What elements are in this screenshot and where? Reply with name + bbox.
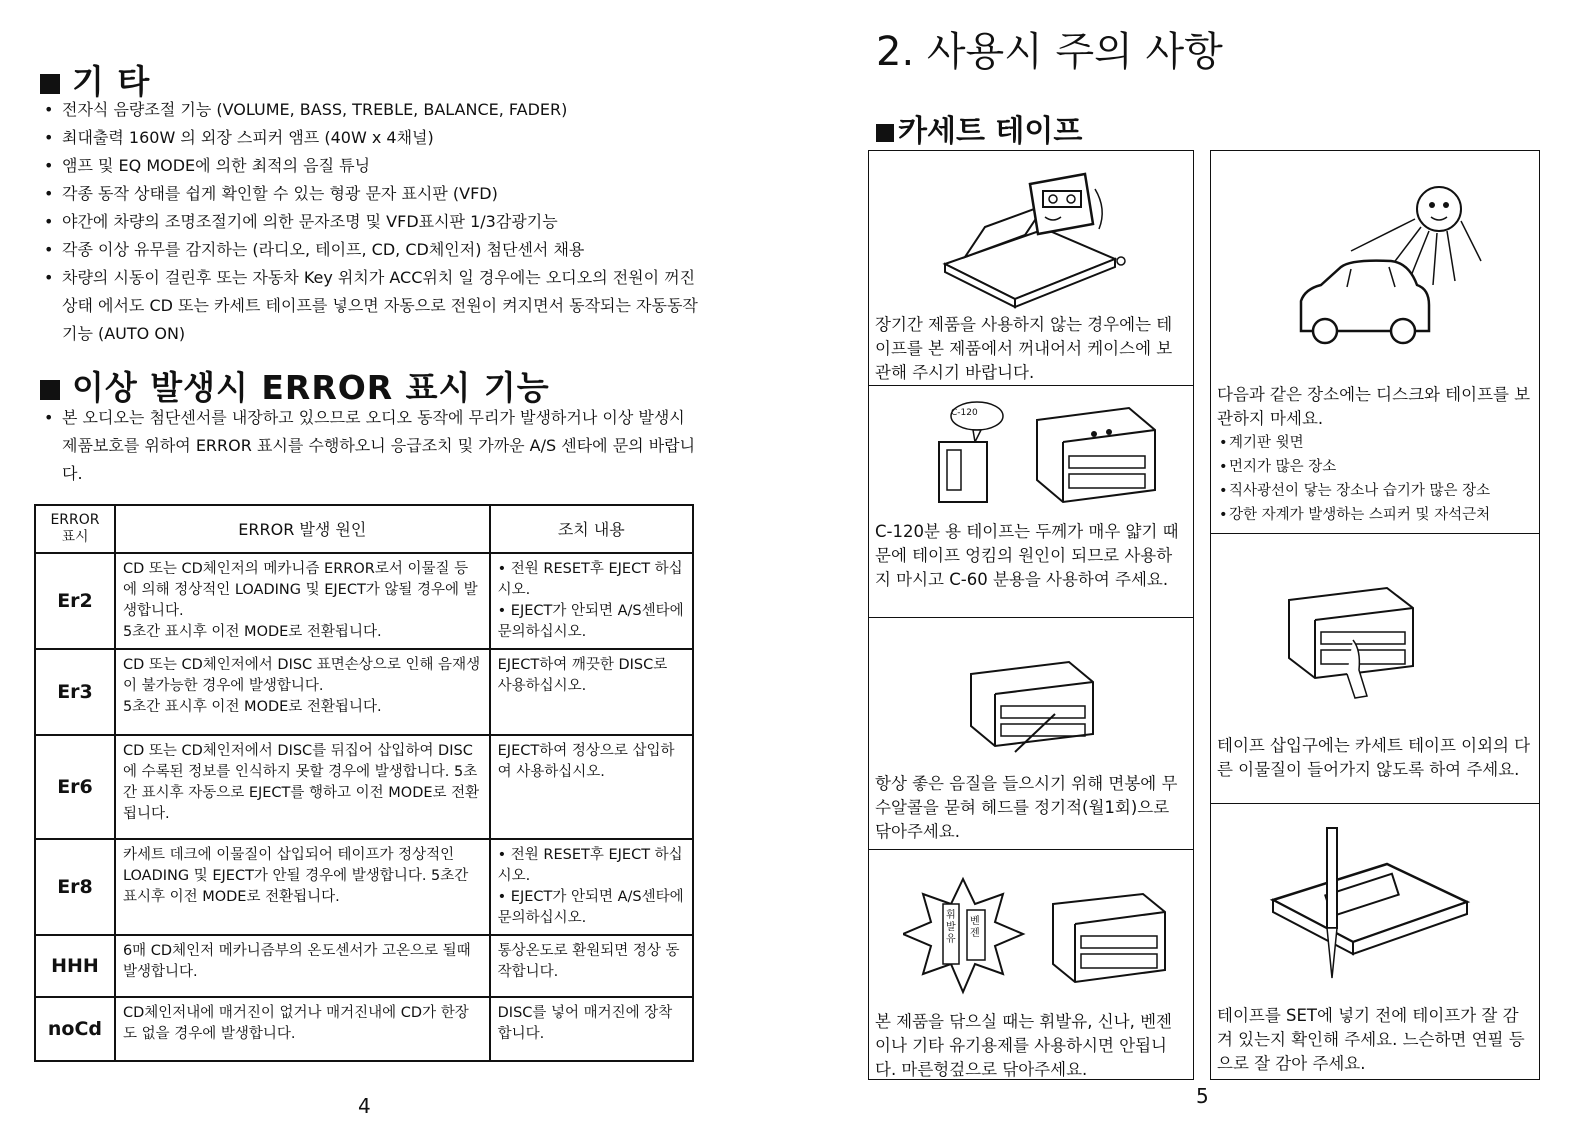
section-error-heading	[40, 362, 550, 409]
list-item: • 야간에 차량의 조명조절기에 의한 문자조명 및 VFD표시판 1/3감광기능	[36, 208, 704, 236]
chapter-title: 2. 사용시 주의 사항	[876, 29, 1223, 75]
list-item: • 앰프 및 EQ MODE에 의한 최적의 음질 튜닝	[36, 152, 704, 180]
list-item: • 직사광선이 닿는 장소나 습기가 많은 장소	[1211, 479, 1535, 503]
error-cause: CD 또는 CD체인저의 메카니즘 ERROR로서 이물질 등에 의해 정상적인 LOADING 및 EJECT가 않될 경우에 발생합니다. 5초간 표시후 이전 MODE로 전환됩니다.	[115, 553, 490, 649]
bottle-label: 벤젠	[970, 916, 980, 939]
tip-cell	[1211, 803, 1539, 1080]
section-tape-heading	[876, 106, 1082, 150]
storage-warning-list	[1211, 431, 1535, 527]
table-row	[35, 735, 693, 839]
square-bullet-icon	[40, 74, 60, 94]
section-etc-title: 기 타	[72, 62, 151, 101]
tip-caption: 테이프 삽입구에는 카세트 테이프 이외의 다른 이물질이 들어가지 않도록 하여 주세요.	[1217, 736, 1531, 779]
list-item: • 최대출력 160W 의 외장 스피커 앰프 (40W x 4채널)	[36, 124, 704, 152]
list-item: • 각종 동작 상태를 쉽게 확인할 수 있는 형광 문자 표시판 (VFD)	[36, 180, 704, 208]
table-row	[35, 649, 693, 735]
tip-caption: 항상 좋은 음질을 들으시기 위해 면봉에 무수알콜을 묻혀 헤드를 정기적(월1회)으로 닦아주세요.	[875, 774, 1178, 841]
tip-caption: 장기간 제품을 사용하지 않는 경우에는 테이프를 본 제품에서 꺼내어서 케이스에 보관해 주시기 바랍니다.	[875, 315, 1173, 382]
error-cause: CD 또는 CD체인저에서 DISC 표면손상으로 인해 음재생이 불가능한 경우에 발생합니다. 5초간 표시후 이전 MODE로 전환됩니다.	[115, 649, 490, 735]
tips-panel-right	[1210, 150, 1540, 1080]
error-code: Er3	[35, 649, 115, 735]
list-item: • 강한 자계가 발생하는 스피커 및 자석근처	[1211, 503, 1535, 527]
tip-caption: 다음과 같은 장소에는 디스크와 테이프를 보관하지 마세요.	[1217, 385, 1531, 428]
tip-cell	[869, 849, 1193, 1080]
table-row	[35, 997, 693, 1061]
list-item: • 차량의 시동이 걸린후 또는 자동차 Key 위치가 ACC위치 일 경우에는 오디오의 전원이 꺼진 상태 에서도 CD 또는 카세트 테이프를 넣으면 자동으로 전원이 켜지면서 동작되는 자동동작 기능 (AUTO ON)	[36, 264, 704, 348]
error-cause: CD 또는 CD체인저에서 DISC를 뒤집어 삽입하여 DISC에 수록된 정보를 인식하지 못할 경우에 발생합니다. 5초간 표시후 자동으로 EJECT를 행하고 이전 MODE로 전환됩니다.	[115, 735, 490, 839]
error-action: • 전원 RESET후 EJECT 하십시오. • EJECT가 안되면 A/S센타에 문의하십시오.	[490, 839, 693, 935]
page-number-left: 4	[358, 1094, 371, 1118]
tip-cell	[869, 617, 1193, 850]
error-action: DISC를 넣어 매거진에 장착합니다.	[490, 997, 693, 1061]
head-cleaning-illustration	[965, 654, 1105, 754]
tips-panel-left	[868, 150, 1194, 1080]
tip-caption: 테이프를 SET에 넣기 전에 테이프가 잘 감겨 있는지 확인해 주세요. 느슨하면 연필 등으로 잘 감아 주세요.	[1217, 1006, 1525, 1073]
table-header: ERROR 표시	[35, 505, 115, 553]
error-code: noCd	[35, 997, 115, 1061]
error-code: Er6	[35, 735, 115, 839]
tip-cell	[1211, 533, 1539, 804]
error-action: • 전원 RESET후 EJECT 하십시오. • EJECT가 안되면 A/S센타에 문의하십시오.	[490, 553, 693, 649]
table-header: ERROR 발생 원인	[115, 505, 490, 553]
bottle-label: 휘발유	[946, 910, 956, 945]
pencil-tape-illustration	[1267, 824, 1477, 984]
bubble-text: C-120	[951, 408, 978, 418]
error-cause: CD체인저내에 매거진이 없거나 매거진내에 CD가 한장도 없을 경우에 발생합니다.	[115, 997, 490, 1061]
deck-slot-illustration	[1283, 570, 1433, 700]
square-bullet-icon	[40, 380, 60, 400]
error-intro	[36, 404, 704, 488]
error-code: Er8	[35, 839, 115, 935]
section-error-title: 이상 발생시 ERROR 표시 기능	[72, 368, 550, 407]
table-header: 조치 내용	[490, 505, 693, 553]
list-item: • 계기판 윗면	[1211, 431, 1535, 455]
table-row	[35, 935, 693, 997]
tip-cell	[869, 385, 1193, 618]
list-item: • 전자식 음량조절 기능 (VOLUME, BASS, TREBLE, BALANCE, FADER)	[36, 96, 704, 124]
error-table	[34, 504, 694, 1062]
tape-case-illustration	[935, 169, 1135, 309]
error-intro-text: • 본 오디오는 첨단센서를 내장하고 있으므로 오디오 동작에 무리가 발생하거나 이상 발생시 제품보호를 위하여 ERROR 표시를 수행하오니 응급조치 및 가까운 A/S 센타에 문의 바랍니다.	[36, 404, 704, 488]
feature-list	[36, 96, 704, 348]
tip-caption: 본 제품을 닦으실 때는 휘발유, 신나, 벤젠 이나 기타 유기용제를 사용하시면 안됩니다. 마른헝겊으로 닦아주세요.	[875, 1012, 1172, 1079]
table-row	[35, 553, 693, 649]
list-item: • 각종 이상 유무를 감지하는 (라디오, 테이프, CD, CD체인저) 첨단센서 채용	[36, 236, 704, 264]
list-item: • 먼지가 많은 장소	[1211, 455, 1535, 479]
error-cause: 카세트 데크에 이물질이 삽입되어 테이프가 정상적인 LOADING 및 EJECT가 안될 경우에 발생합니다. 5초간 표시후 이전 MODE로 전환됩니다.	[115, 839, 490, 935]
table-row	[35, 839, 693, 935]
error-cause: 6매 CD체인저 메카니즘부의 온도센서가 고온으로 될때 발생합니다.	[115, 935, 490, 997]
error-code: HHH	[35, 935, 115, 997]
tip-caption: C-120분 용 테이프는 두께가 매우 얇기 때문에 테이프 엉킴의 원인이 되므로 사용하지 마시고 C-60 분용을 사용하여 주세요.	[875, 522, 1179, 589]
error-code: Er2	[35, 553, 115, 649]
square-bullet-icon	[876, 124, 894, 142]
page-number-right: 5	[1196, 1084, 1209, 1108]
sun-car-illustration	[1291, 181, 1491, 351]
error-action: EJECT하여 정상으로 삽입하여 사용하십시오.	[490, 735, 693, 839]
section-tape-title: 카세트 테이프	[898, 114, 1083, 149]
table-header-row	[35, 505, 693, 553]
solvent-warning-illustration	[903, 874, 1183, 1004]
error-action: EJECT하여 깨끗한 DISC로 사용하십시오.	[490, 649, 693, 735]
error-action: 통상온도로 환원되면 정상 동작합니다.	[490, 935, 693, 997]
